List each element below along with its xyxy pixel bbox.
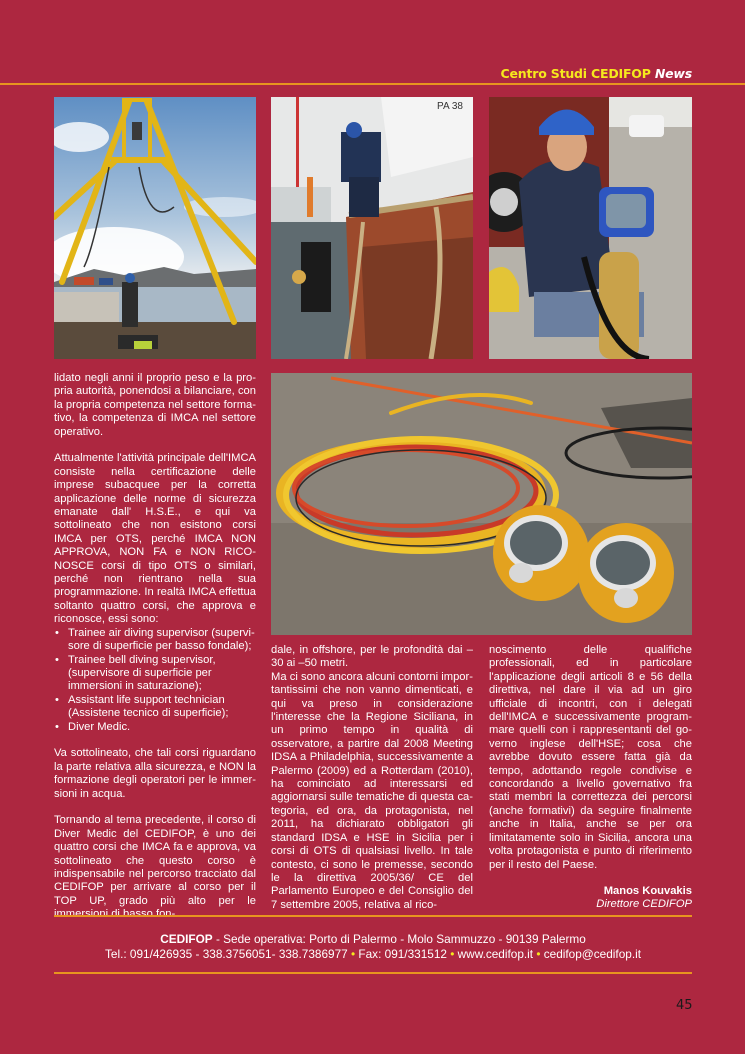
header-title-main: Centro Studi CEDIFOP <box>500 66 651 81</box>
paragraph: noscimento delle qualifiche professionali, ed in particolare l'applicazione degli articoli 8 e 56 della direttiva, nel dare il via ad un giro ufficiale di incontri, con i delegati dell'IMCA e successivamente programmare quelli con i rappresentanti del governo inglese dell'HSE; cosa che avrebbe dovuto essere fatta già da tempo, adottando regole condivise e concordando a livello governativo fra stati membri la correttezza dei percorsi (anche formativi) da seguire finalmente anche in Italia, anche se per ora limitatamente solo in Sicilia, ancora una volta protagonista e punto di riferimento per il resto del Paese. <box>489 644 692 871</box>
imca-course-list <box>54 627 256 734</box>
footer-phones: Tel.: 091/426935 - 338.3756051- 338.7386977 <box>105 947 348 961</box>
page-number: 45 <box>676 998 693 1013</box>
list-item: • Trainee bell diving supervisor, (supervisore di superficie per immersioni in saturazione); <box>54 654 256 694</box>
list-item: • Trainee air diving supervisor (supervisore di superficie per basso fondale); <box>54 627 256 654</box>
separator-dot: • <box>536 947 541 961</box>
list-item: • Diver Medic. <box>54 721 256 734</box>
header-rule <box>0 83 745 85</box>
photo-dive-helmets-umbilicals <box>271 373 692 635</box>
author-role: Direttore CEDIFOP <box>596 898 692 911</box>
paragraph: dale, in offshore, per le profondità dai –30 ai –50 metri. <box>271 644 473 670</box>
magazine-header-title <box>501 66 692 81</box>
paragraph: Attualmente l'attività principale dell'IMCA consiste nella certificazione delle imprese subacquee per la corretta applicazione delle norme di sicurezza emanate dall' H.S.E., e qui va sottolineato che non esistono corsi IMCA per OTS, perché IMCA NON APPROVA, NON FA e NON RICONOSCE corsi di tipo OTS o similari, perché non rientrano nella sua programmazione. In realtà IMCA effettua soltanto quattro corsi, che approva e riconosce, essi sono: <box>54 452 256 626</box>
article-column-3 <box>489 644 692 912</box>
footer-email-link[interactable]: cedifop@cedifop.it <box>543 947 641 961</box>
paragraph: Ma ci sono ancora alcuni contorni importantissimi che non vanno dimenticati, e qui va preso in considerazione l'interesse che la Regione Siciliana, in un primo tempo in qualità di osservatore, a partire dal 2008 Meeting IDSA a Philadelphia, successivamente a Palermo (2009) ed a Rotterdam (2010), ha cominciato ad interessarsi ed aggiornarsi sulle tematiche di questa categoria, ed ora, da protagonista, nel 2011, ha dichiarato obbligatori gli standard IDSA e HSE in Sicilia per i corsi di OTS di qualsiasi livello. In tale contesto, ci sono le premesse, secondo le la direttiva 2005/36/ CE del Parlamento Europeo e del Consiglio del 7 settembre 2005, relativa al rico- <box>271 670 473 911</box>
header-title-news: News <box>654 66 692 81</box>
photo-trainee-with-mask <box>489 97 692 359</box>
svg-text:PA 38: PA 38 <box>437 101 463 112</box>
footer-contact-line <box>54 947 692 962</box>
footer-website-link[interactable]: www.cedifop.it <box>457 947 534 961</box>
author-name: Manos Kouvakis <box>603 884 692 897</box>
photo-diving-gantry <box>54 97 256 359</box>
paragraph: Tornando al tema precedente, il corso di Diver Medic del CEDIFOP, è uno dei quattro corsi che IMCA fa e approva, va sottolineato che questo corso è indispensabile nel percorso tracciato dal CEDIFOP per arrivare al corso per il TOP UP, grado più alto per le <box>54 814 256 907</box>
article-column-2 <box>271 644 473 912</box>
footer-fax: Fax: 091/331512 <box>358 947 447 961</box>
photo-diver-entering-water <box>271 97 473 359</box>
separator-dot: • <box>450 947 455 961</box>
list-item: • Assistant life support technician (Assistene tecnico di superficie); <box>54 694 256 721</box>
paragraph: lidato negli anni il proprio peso e la propria autorità, ponendosi a bilanciare, con la propria competenza nel settore formativo, la competenza di IMCA nel settore operativo. <box>54 372 256 438</box>
signature-block <box>489 885 692 912</box>
footer-address: - Sede operativa: Porto di Palermo - Molo Sammuzzo - 90139 Palermo <box>212 932 586 946</box>
footer-org: CEDIFOP <box>160 932 213 946</box>
footer-rule-bottom <box>54 972 692 974</box>
footer-rule-top <box>54 915 692 917</box>
separator-dot: • <box>350 947 356 961</box>
footer-address-line <box>54 932 692 947</box>
paragraph: Va sottolineato, che tali corsi riguardano la parte relativa alla sicurezza, e NON la formazione degli operatori per le immersioni in acqua. <box>54 747 256 800</box>
article-column-1 <box>54 372 256 922</box>
